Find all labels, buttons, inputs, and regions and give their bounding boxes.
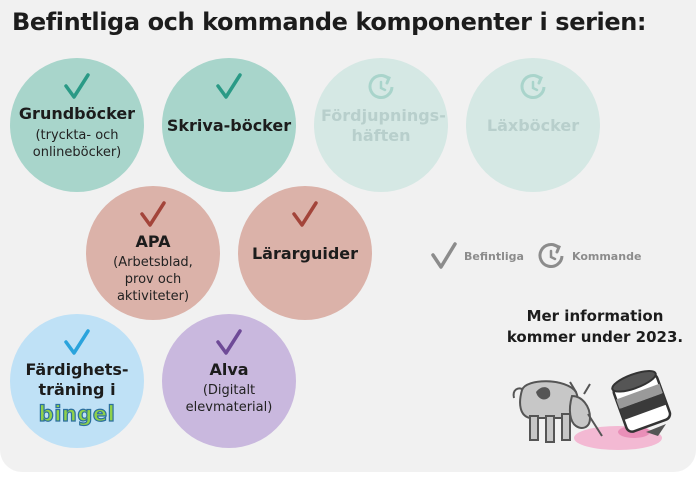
component-fardighetstraning <box>10 314 144 448</box>
component-laxbocker <box>466 58 600 192</box>
component-skriva-bocker <box>162 58 296 192</box>
legend-existing <box>430 241 524 271</box>
checkmark-icon <box>430 241 458 271</box>
checkmark-icon <box>138 198 168 232</box>
bingel-logo: bingel <box>38 402 116 426</box>
component-label: Grundböcker <box>18 104 136 123</box>
component-label: Färdighets-träning i <box>25 360 129 399</box>
component-label: APA <box>135 232 171 251</box>
refresh-clock-icon <box>366 70 396 104</box>
component-label: Lärarguider <box>251 244 359 263</box>
component-label: Läxböcker <box>486 116 580 135</box>
page-title: Befintliga och kommande komponenter i serien: <box>12 8 647 36</box>
cow-illustration <box>506 370 686 456</box>
legend-existing-label: Befintliga <box>464 249 524 263</box>
component-lararguider <box>238 186 372 320</box>
component-apa <box>86 186 220 320</box>
legend-upcoming <box>536 241 641 271</box>
component-fordjupningshaften <box>314 58 448 192</box>
component-label: Fördjupnings-häften <box>321 106 446 145</box>
component-label: Skriva-böcker <box>166 116 292 135</box>
component-grundbocker <box>10 58 144 192</box>
component-sublabel: (tryckta- och onlineböcker) <box>32 128 122 160</box>
component-sublabel: (Arbetsblad, prov och aktiviteter) <box>113 255 193 304</box>
checkmark-icon <box>214 326 244 360</box>
refresh-clock-icon <box>518 70 548 104</box>
checkmark-icon <box>62 326 92 360</box>
component-sublabel: (Digitalt elevmaterial) <box>185 383 273 415</box>
component-label: Alva <box>209 360 249 379</box>
refresh-clock-icon <box>536 241 566 271</box>
paint-spill <box>574 426 662 450</box>
legend-upcoming-label: Kommande <box>572 249 642 263</box>
checkmark-icon <box>62 70 92 104</box>
component-alva <box>162 314 296 448</box>
checkmark-icon <box>290 198 320 232</box>
info-text: Mer information kommer under 2023. <box>506 307 684 346</box>
checkmark-icon <box>214 70 244 104</box>
